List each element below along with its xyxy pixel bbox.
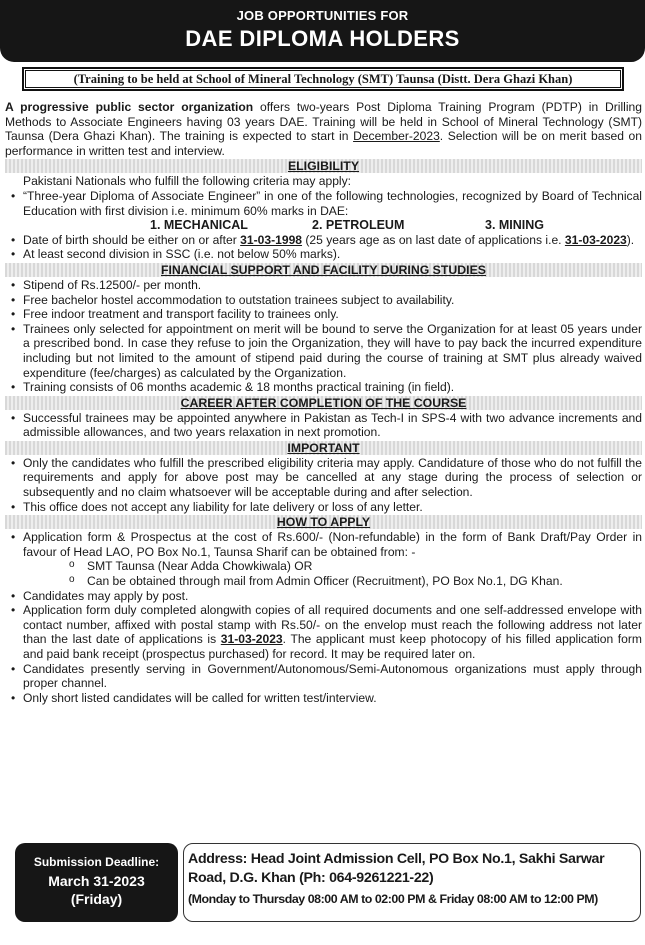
tech-mechanical: 1. MECHANICAL — [150, 218, 248, 233]
submit-text: Application form duly completed alongwith copies of all required documents and one self-addressed envelope with contact number, affixed with postal stamp with Rs.50/- on the envelop must reach the following address not later than the last date of applications is — [23, 603, 642, 647]
dob-text-end: ). — [626, 232, 635, 247]
important-item: • Only the candidates who fulfill the prescribed eligibility criteria may apply. Candidature of those who do not fulfill the requirements and apply for above post may be cancelled at any stage during the process of selection or subsequently and no claim whatsoever will be acceptable during and after selection. — [5, 456, 642, 500]
header-title: DAE DIPLOMA HOLDERS — [185, 26, 460, 51]
financial-item: • Free bachelor hostel accommodation to outstation trainees subject to availability. — [5, 293, 642, 308]
apply-post-item: • Candidates may apply by post. — [5, 589, 642, 604]
submission-deadline-box — [15, 843, 178, 922]
intro-text-end: . Selection will be on merit based on performance in written test and interview. — [5, 129, 643, 158]
dob-last-date: 31-03-2023 — [564, 232, 627, 247]
intro-text: offers two-years Post Diploma Training Program (PDTP) in Drilling Methods to Associate Engineers having 03 years DAE. Training will be held in School of Mineral Technology (SMT) Taunsa (Dera Ghazi Khan). The training is expected to start in — [5, 100, 643, 144]
eligibility-dob — [5, 233, 642, 248]
apply-form-item: • Application form & Prospectus at the cost of Rs.600/- (Non-refundable) in the form of Bank Draft/Pay Order in favour of Head LAO, PO Box No.1, Taunsa Sharif can be obtained from: - — [5, 530, 642, 559]
training-location-text: (Training to be held at School of Mineral Technology (SMT) Taunsa (Distt. Dera Ghazi Khan) — [25, 70, 621, 88]
financial-item: • Trainees only selected for appointment on merit will be bound to serve the Organization for at least 05 years under a prescribed bond. In case they refuse to join the Organization, they will have to pay back the incurred expenditure including but not limited to the amount of stipend paid during the course of training at SMT plus already waived expenditure (fee/charges) as calculated by the Organization. — [5, 322, 642, 380]
apply-shortlist-item: • Only short listed candidates will be called for written test/interview. — [5, 691, 642, 706]
apply-submit-item — [5, 603, 642, 661]
address-text: Address: Head Joint Admission Cell, PO Box No.1, Sakhi Sarwar Road, D.G. Khan (Ph: 064-9261221-22) — [188, 851, 605, 886]
important-item: • This office does not accept any liability for late delivery or loss of any letter. — [5, 500, 642, 515]
submit-text-end: . The applicant must keep photocopy of his filled application form and paid bank receipt (prospectus purchased) for record. It may be required later on. — [23, 632, 642, 661]
address-box — [183, 843, 641, 922]
career-heading: CAREER AFTER COMPLETION OF THE COURSE — [5, 396, 642, 410]
how-to-apply-heading: HOW TO APPLY — [5, 515, 642, 529]
dob-text-middle: (25 years age as on last date of applications i.e. — [302, 232, 565, 247]
submit-date: 31-03-2023 — [220, 632, 283, 647]
deadline-day: (Friday) — [70, 891, 123, 907]
career-item: • Successful trainees may be appointed anywhere in Pakistan as Tech-I in SPS-4 with two advance increments and admissible allowances, and two years relaxation in next promotion. — [5, 411, 642, 440]
tech-petroleum: 2. PETROLEUM — [312, 218, 405, 233]
intro-paragraph — [5, 100, 642, 158]
intro-lead: A progressive public sector organization — [5, 100, 254, 114]
financial-item: • Stipend of Rs.12500/- per month. — [5, 278, 642, 293]
eligibility-diploma: • “Three-year Diploma of Associate Engineer” in one of the following technologies, recognized by Board of Technical Education with first division i.e. minimum 60% marks in DAE: — [5, 189, 642, 218]
deadline-date: March 31-2023 — [48, 873, 145, 889]
financial-item: • Training consists of 06 months academic & 18 months practical training (in field). — [5, 380, 642, 395]
dob-text: Date of birth should be either on or after — [23, 232, 241, 247]
apply-source-item: o SMT Taunsa (Near Adda Chowkiwala) OR — [5, 559, 642, 574]
eligibility-heading: ELIGIBILITY — [5, 159, 642, 173]
important-heading: IMPORTANT — [5, 441, 642, 455]
apply-source-item: o Can be obtained through mail from Admin Officer (Recruitment), PO Box No.1, DG Khan. — [5, 574, 642, 589]
page-header — [0, 0, 645, 62]
financial-heading: FINANCIAL SUPPORT AND FACILITY DURING STUDIES — [5, 263, 642, 277]
training-location-box — [22, 67, 624, 91]
office-hours: (Monday to Thursday 08:00 AM to 02:00 PM & Friday 08:00 AM to 12:00 PM) — [188, 892, 598, 906]
tech-mining: 3. MINING — [485, 218, 545, 233]
header-subtitle: JOB OPPORTUNITIES FOR — [236, 8, 409, 23]
apply-serving-item: • Candidates presently serving in Government/Autonomous/Semi-Autonomous organizations must apply through proper channel. — [5, 662, 642, 691]
financial-item: • Free indoor treatment and transport facility to trainees only. — [5, 307, 642, 322]
eligibility-ssc: • At least second division in SSC (i.e. not below 50% marks). — [5, 247, 642, 262]
dob-date: 31-03-1998 — [240, 232, 303, 247]
start-date: December-2023 — [353, 129, 440, 144]
deadline-label: Submission Deadline: — [33, 855, 160, 869]
technology-list — [5, 218, 642, 233]
eligibility-lead: Pakistani Nationals who fulfill the following criteria may apply: — [23, 174, 352, 189]
advertisement-body — [5, 100, 642, 705]
